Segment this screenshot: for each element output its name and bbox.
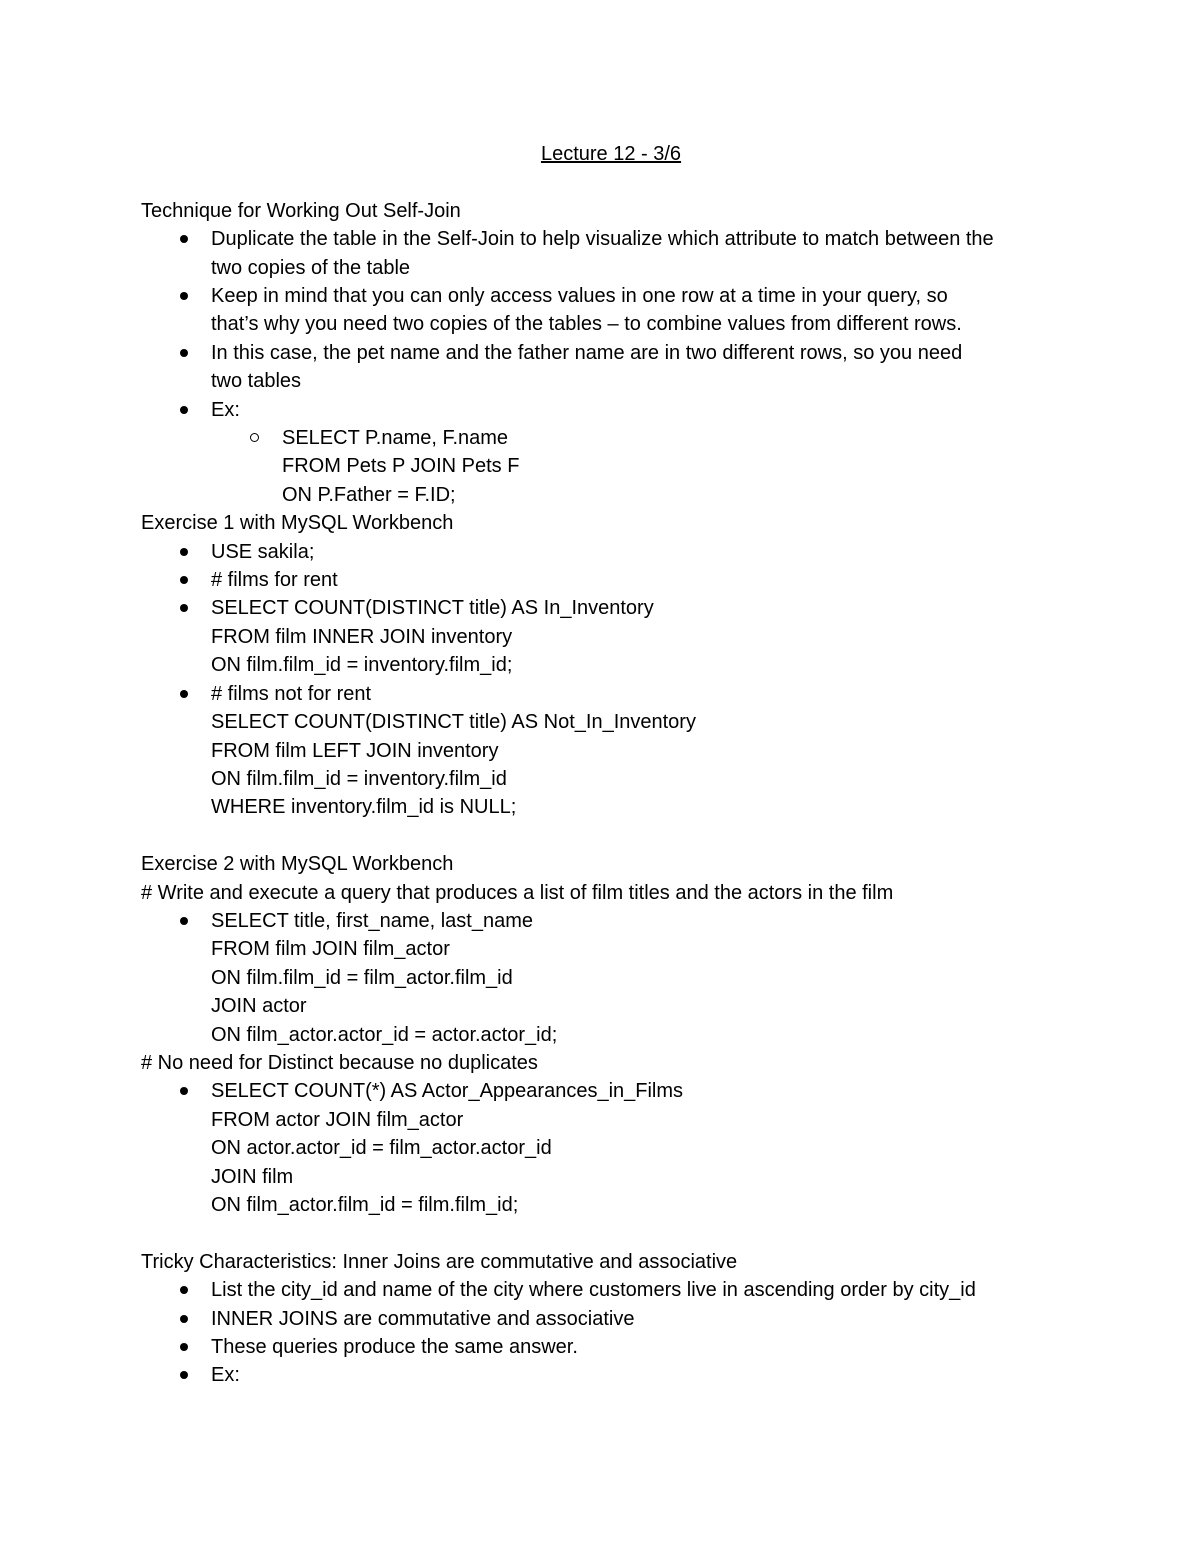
page-title: Lecture 12 - 3/6 xyxy=(540,143,682,165)
list-item: In this case, the pet name and the father name are in two different rows, so you need two tables xyxy=(211,339,1081,396)
document-body xyxy=(141,140,1081,1390)
list-item: USE sakila; xyxy=(211,538,1081,566)
list-item: List the city_id and name of the city where customers live in ascending order by city_id xyxy=(211,1276,1081,1304)
list-item: Ex: xyxy=(211,1361,1081,1389)
list-item: SELECT title, first_name, last_name FROM film JOIN film_actor ON film.film_id = film_actor.film_id JOIN actor ON film_actor.actor_id = actor.actor_id; xyxy=(211,907,1081,1049)
list-item: INNER JOINS are commutative and associative xyxy=(211,1305,1081,1333)
exercise-1-list xyxy=(141,538,1081,822)
exercise-2-note-distinct: # No need for Distinct because no duplicates xyxy=(141,1051,538,1074)
exercise-2-list-count xyxy=(141,1077,1081,1219)
blank-line xyxy=(141,822,1081,850)
example-sublist xyxy=(211,424,1081,509)
list-item: These queries produce the same answer. xyxy=(211,1333,1081,1361)
self-join-list xyxy=(141,225,1081,509)
section-heading-exercise-1: Exercise 1 with MySQL Workbench xyxy=(141,512,454,535)
exercise-2-note: # Write and execute a query that produces a list of film titles and the actors in the film xyxy=(141,881,894,904)
list-item: SELECT COUNT(DISTINCT title) AS In_Inventory FROM film INNER JOIN inventory ON film.film_id = inventory.film_id; xyxy=(211,594,1081,679)
list-item: SELECT COUNT(*) AS Actor_Appearances_in_Films FROM actor JOIN film_actor ON actor.actor_id = film_actor.actor_id JOIN film ON film_actor.film_id = film.film_id; xyxy=(211,1077,1081,1219)
list-item: Ex: SELECT P.name, F.name FROM Pets P JOIN Pets F ON P.Father = F.ID; xyxy=(211,396,1081,510)
sub-list-item: SELECT P.name, F.name FROM Pets P JOIN Pets F ON P.Father = F.ID; xyxy=(282,424,1081,509)
list-item: Keep in mind that you can only access values in one row at a time in your query, so that’s why you need two copies of the tables – to combine values from different rows. xyxy=(211,282,1081,339)
list-item: # films for rent xyxy=(211,566,1081,594)
list-item: # films not for rent SELECT COUNT(DISTINCT title) AS Not_In_Inventory FROM film LEFT JOIN inventory ON film.film_id = inventory.film_id WHERE inventory.film_id is NULL; xyxy=(211,680,1081,822)
section-heading-tricky: Tricky Characteristics: Inner Joins are commutative and associative xyxy=(141,1250,738,1273)
section-heading-self-join: Technique for Working Out Self-Join xyxy=(141,199,461,222)
list-item: Duplicate the table in the Self-Join to help visualize which attribute to match between the two copies of the table xyxy=(211,225,1081,282)
section-heading-exercise-2: Exercise 2 with MySQL Workbench xyxy=(141,853,454,876)
blank-line xyxy=(141,1219,1081,1247)
tricky-list xyxy=(141,1276,1081,1390)
exercise-2-list xyxy=(141,907,1081,1049)
